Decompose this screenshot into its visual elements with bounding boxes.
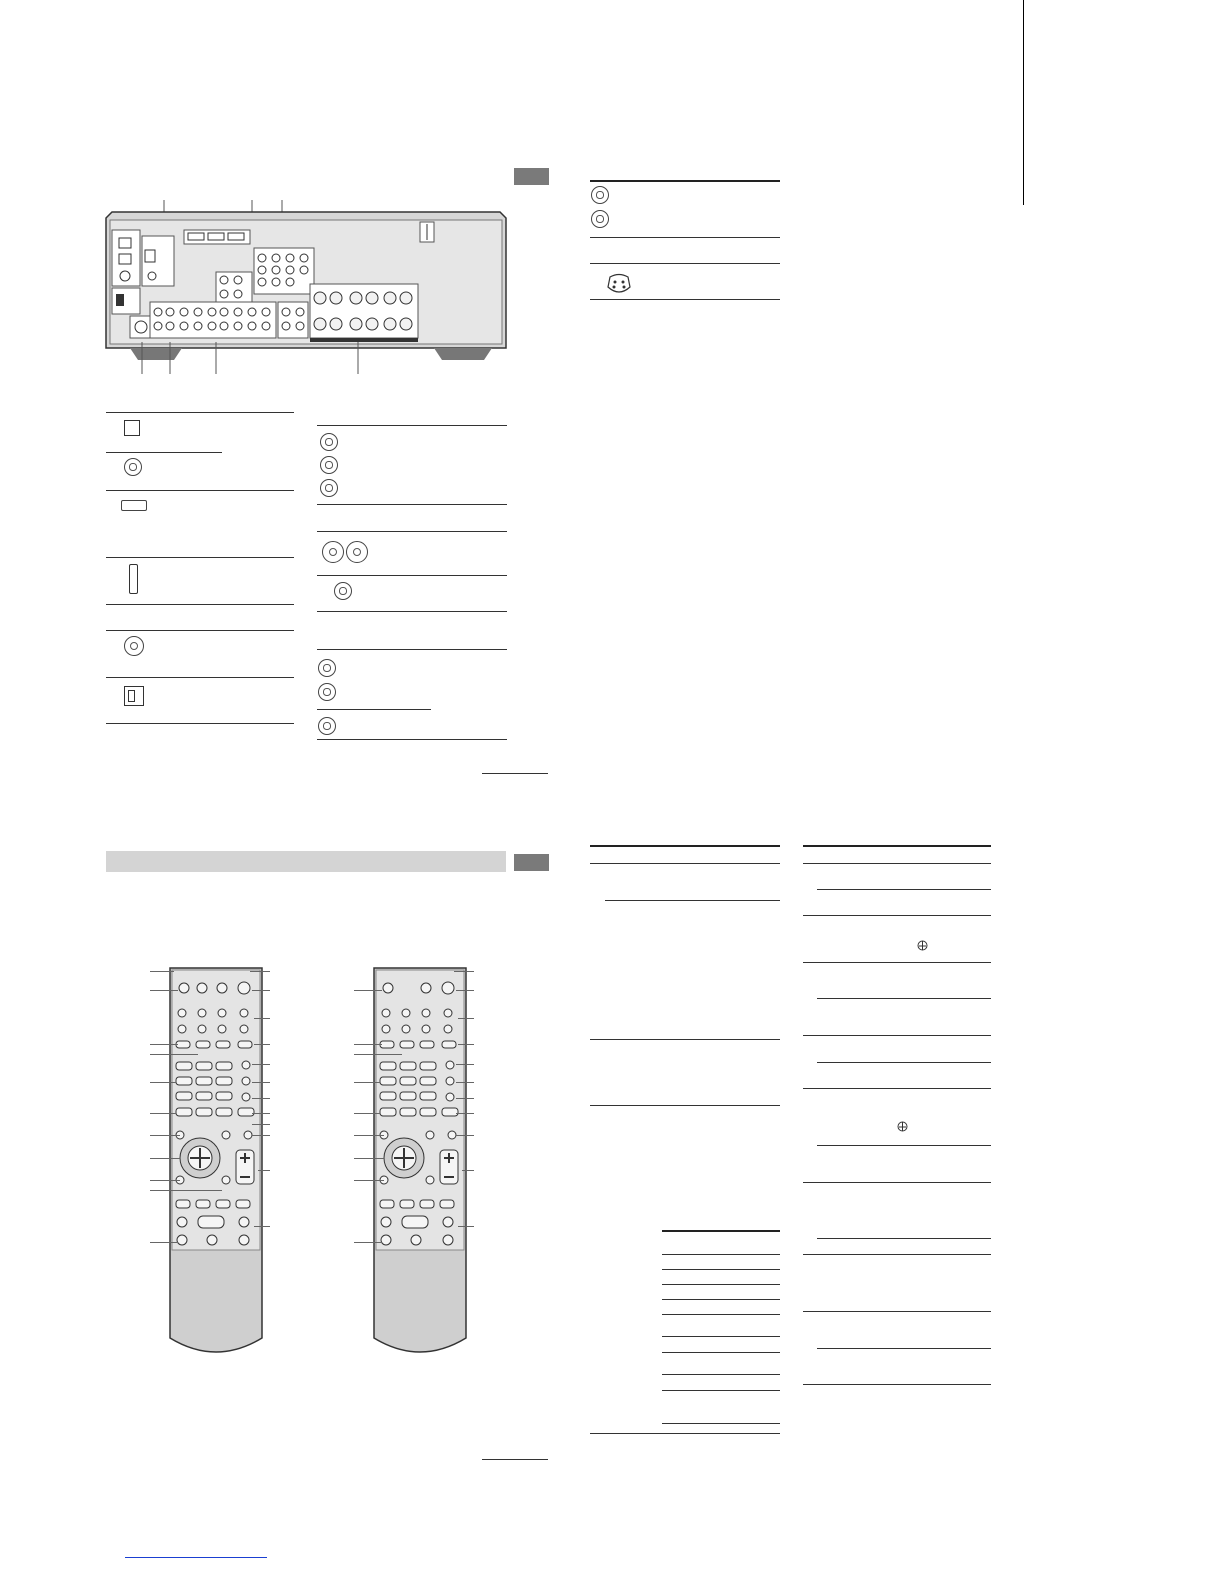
rca-jack-icon <box>318 717 336 735</box>
callout-line <box>252 990 270 991</box>
table-rule <box>817 1145 991 1146</box>
callout-line <box>252 1113 270 1114</box>
table-rule <box>317 531 507 532</box>
callout-line <box>252 1064 270 1065</box>
table-rule <box>106 723 294 724</box>
continued-rule <box>482 773 548 774</box>
callout-line <box>354 990 382 991</box>
callout-line <box>258 1170 270 1171</box>
table-rule <box>590 263 780 264</box>
callout-line <box>252 1098 270 1099</box>
table-rule <box>662 1352 780 1353</box>
rca-jack-icon <box>320 433 338 451</box>
table-rule <box>317 709 431 710</box>
callout-line <box>150 1135 180 1136</box>
hdmi-jack-icon <box>121 500 147 511</box>
table-rule <box>803 1254 991 1255</box>
callout-line <box>354 1044 382 1045</box>
speaker-terminal-icon <box>346 541 368 563</box>
callout-line <box>150 1242 178 1243</box>
callout-line <box>458 1044 474 1045</box>
dmport-jack-icon <box>129 564 138 594</box>
table-rule <box>662 1269 780 1270</box>
continued-rule <box>482 1459 548 1460</box>
s-video-jack-icon <box>606 273 632 295</box>
callout-line <box>254 1018 270 1019</box>
ground-symbol-icon <box>917 940 928 951</box>
callout-line <box>458 1018 474 1019</box>
callout-line <box>150 1180 180 1181</box>
callout-line <box>252 1135 270 1136</box>
section-header-bar <box>106 851 506 872</box>
crop-mark <box>1023 0 1024 205</box>
callout-line <box>354 1054 402 1055</box>
callout-line <box>150 1044 178 1045</box>
table-rule <box>803 1311 991 1312</box>
callout-line <box>458 1226 474 1227</box>
remote-control-icon <box>372 966 468 1358</box>
rca-jack-icon <box>320 456 338 474</box>
table-rule <box>106 452 222 453</box>
table-rule <box>803 845 991 847</box>
table-rule <box>317 425 507 426</box>
table-rule <box>590 1105 780 1106</box>
table-rule <box>317 504 507 505</box>
table-rule <box>817 889 991 890</box>
speaker-terminal-icon <box>322 541 344 563</box>
table-rule <box>106 490 294 491</box>
callout-line <box>354 1113 380 1114</box>
table-rule <box>817 998 991 999</box>
optical-jack-icon <box>124 420 140 436</box>
table-rule <box>317 649 507 650</box>
ground-symbol-icon <box>897 1121 908 1132</box>
callout-line <box>454 971 474 972</box>
callout-line <box>456 1064 474 1065</box>
table-rule <box>803 1035 991 1036</box>
callout-line <box>456 1098 474 1099</box>
table-rule <box>662 1423 780 1424</box>
callout-line <box>150 971 174 972</box>
rca-jack-icon <box>320 479 338 497</box>
callout-line <box>462 1170 474 1171</box>
table-rule <box>662 1254 780 1255</box>
callout-line <box>150 990 178 991</box>
table-rule <box>590 845 780 847</box>
rca-jack-icon <box>334 582 352 600</box>
table-rule <box>106 604 294 605</box>
callout-line <box>250 971 270 972</box>
coaxial-jack-icon <box>124 458 142 476</box>
callout-line <box>150 1158 180 1159</box>
footer-link[interactable] <box>125 1557 267 1558</box>
table-rule <box>605 900 780 901</box>
callout-line <box>150 1190 222 1191</box>
table-rule <box>590 180 780 182</box>
callout-line <box>252 1124 270 1125</box>
fm-antenna-jack-icon <box>124 636 144 656</box>
table-rule <box>590 1433 780 1434</box>
callout-line <box>254 1044 270 1045</box>
table-rule <box>803 863 991 864</box>
callout-line <box>456 1082 474 1083</box>
table-rule <box>590 863 780 864</box>
rca-jack-icon <box>591 186 609 204</box>
table-rule <box>803 1384 991 1385</box>
callout-line <box>150 1082 176 1083</box>
callout-line <box>456 1113 474 1114</box>
table-rule <box>662 1284 780 1285</box>
table-rule <box>590 237 780 238</box>
rca-jack-icon <box>318 683 336 701</box>
table-rule <box>803 1182 991 1183</box>
table-rule <box>317 739 507 740</box>
table-rule <box>662 1314 780 1315</box>
table-rule <box>803 1088 991 1089</box>
section-tab-top <box>514 168 549 185</box>
table-rule <box>662 1374 780 1375</box>
table-rule <box>662 1390 780 1391</box>
table-rule <box>662 1230 780 1232</box>
table-rule <box>106 677 294 678</box>
section-tab-bottom <box>514 854 549 871</box>
callout-line <box>456 1135 474 1136</box>
table-rule <box>817 1062 991 1063</box>
table-rule <box>817 1238 991 1239</box>
receiver-rear-panel-icon <box>104 196 508 376</box>
table-rule <box>317 611 507 612</box>
callout-line <box>150 1113 176 1114</box>
rca-jack-icon <box>591 210 609 228</box>
table-rule <box>106 412 294 413</box>
table-rule <box>662 1336 780 1337</box>
table-rule <box>106 557 294 558</box>
table-rule <box>590 299 780 300</box>
callout-line <box>354 1082 380 1083</box>
table-rule <box>817 1348 991 1349</box>
table-rule <box>803 962 991 963</box>
callout-line <box>354 1135 384 1136</box>
callout-line <box>252 1082 270 1083</box>
rca-jack-icon <box>318 659 336 677</box>
remote-control-icon <box>168 966 264 1358</box>
callout-line <box>456 990 474 991</box>
am-antenna-terminal-icon <box>124 686 144 706</box>
table-rule <box>590 1039 780 1040</box>
table-rule <box>106 630 294 631</box>
table-rule <box>317 575 507 576</box>
callout-line <box>150 1054 198 1055</box>
table-rule <box>662 1299 780 1300</box>
callout-line <box>354 1158 384 1159</box>
callout-line <box>354 1242 382 1243</box>
table-rule <box>803 915 991 916</box>
callout-line <box>354 1180 384 1181</box>
callout-line <box>254 1226 270 1227</box>
